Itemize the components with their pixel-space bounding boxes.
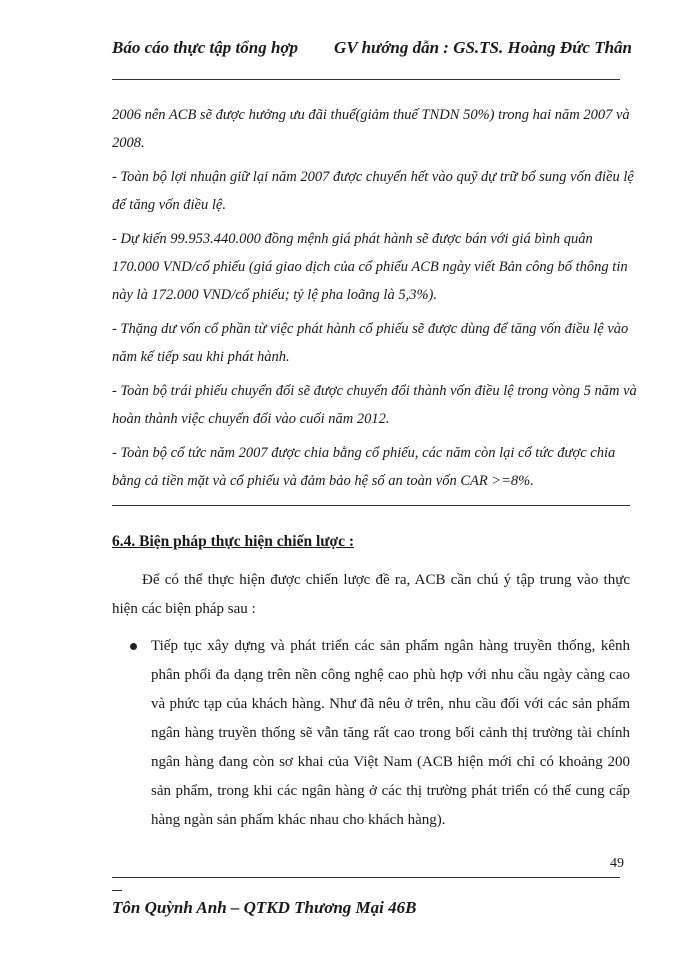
- footer-tick: [112, 890, 122, 891]
- note-paragraph: - Toàn bộ lợi nhuận giữ lại năm 2007 được chuyển hết vào quỹ dự trữ bổ sung vốn điều lệ để tăng vốn điều lệ.: [112, 169, 634, 213]
- header-divider: [112, 79, 620, 80]
- bullet-icon: [130, 643, 137, 650]
- header-report-title: Báo cáo thực tập tổng hợp: [112, 38, 299, 57]
- footer-divider: [112, 877, 620, 878]
- note-paragraph: - Toàn bộ cổ tức năm 2007 được chia bằng cổ phiếu, các năm còn lại cổ tức được chia bằng cả tiền mặt và cổ phiếu và đảm bảo hệ số an toàn vốn CAR >=8%.: [112, 445, 616, 489]
- note-paragraph: - Toàn bộ trái phiếu chuyển đổi sẽ được chuyển đổi thành vốn điều lệ trong vòng 5 năm và hoàn thành việc chuyển đổi vào cuối năm 2012.: [112, 383, 637, 427]
- header-supervisor: GV hướng dẫn : GS.TS. Hoàng Đức Thân: [334, 38, 632, 57]
- section-body: [112, 566, 630, 835]
- page-header: [112, 38, 632, 58]
- page-footer: Tôn Quỳnh Anh – QTKD Thương Mại 46B: [112, 898, 417, 917]
- bullet-item: [112, 632, 630, 835]
- note-paragraph: 2006 nên ACB sẽ được hưởng ưu đãi thuế(giảm thuế TNDN 50%) trong hai năm 2007 và 2008.: [112, 107, 630, 151]
- note-paragraph: - Thặng dư vốn cổ phần từ việc phát hành cổ phiếu sẽ được dùng để tăng vốn điều lệ vào năm kế tiếp sau khi phát hành.: [112, 321, 629, 365]
- page-number: 49: [610, 856, 624, 871]
- bullet-text: Tiếp tục xây dựng và phát triển các sản phẩm ngân hàng truyền thống, kênh phân phối đa dạng trên nền công nghệ cao phù hợp với nhu cầu ngày càng cao và phức tạp của khách hàng. Như đã nêu ở trên, nhu cầu đối với các sản phẩm ngân hàng truyền thống sẽ vẫn tăng rất cao trong bối cảnh thị trường tài chính ngân hàng đang còn sơ khai của Việt Nam (ACB hiện mới chỉ có khoảng 200 sản phẩm, trong khi các ngân hàng ở các thị trường phát triển có thể cung cấp hàng ngàn sản phẩm khác nhau cho khách hàng).: [151, 638, 630, 828]
- notes-divider: [112, 505, 630, 506]
- section-intro: Để có thể thực hiện được chiến lược đề ra, ACB cần chú ý tập trung vào thực hiện các biện pháp sau :: [112, 572, 630, 617]
- notes-block: [112, 101, 640, 501]
- note-paragraph: - Dự kiến 99.953.440.000 đồng mệnh giá phát hành sẽ được bán với giá bình quân 170.000 VND/cổ phiếu (giá giao dịch của cổ phiếu ACB ngày viết Bản công bố thông tin này là 172.000 VND/cổ phiếu; tỷ lệ pha loãng là 5,3%).: [112, 231, 628, 303]
- section-heading: 6.4. Biện pháp thực hiện chiến lược :: [112, 533, 355, 550]
